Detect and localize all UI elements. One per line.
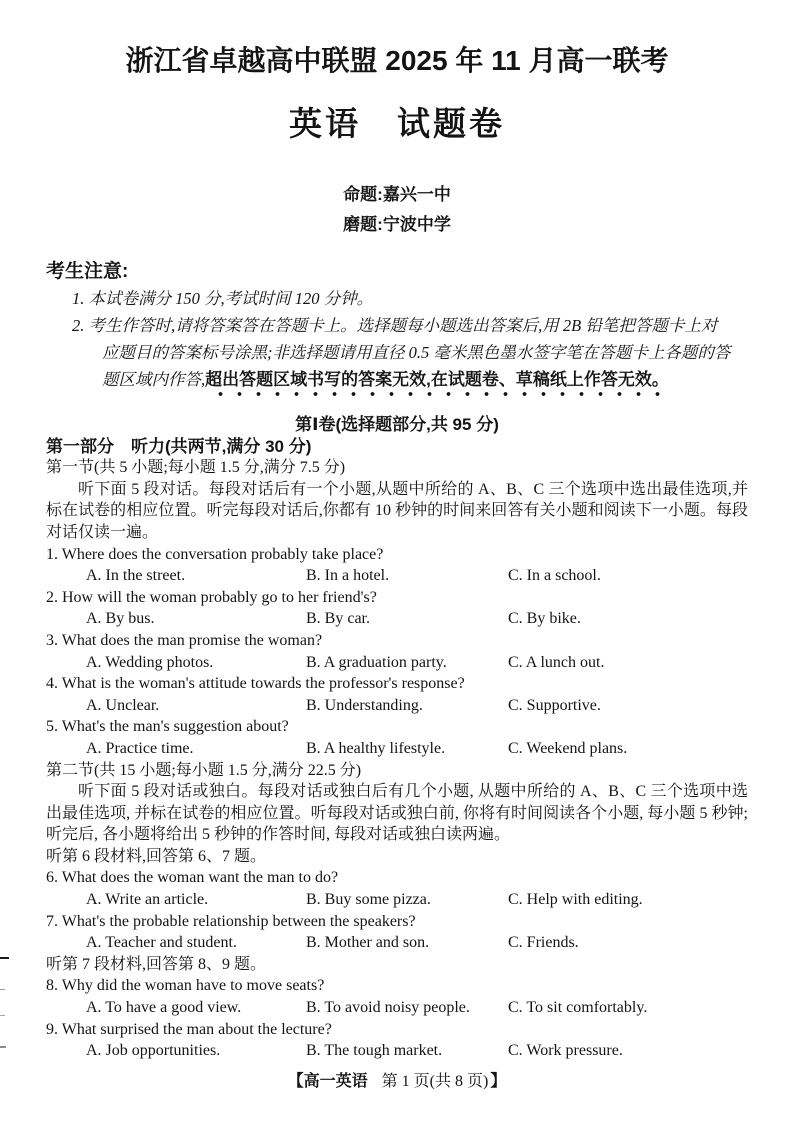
question-text: 4. What is the woman's attitude towards the professor's response? <box>46 675 465 693</box>
option-b: B. Understanding. <box>306 696 423 714</box>
option-a: A. Teacher and student. <box>86 934 237 952</box>
footer-left-bracket: 【 <box>287 1073 304 1090</box>
listening-section1-intro: 听下面 5 段对话。每段对话后有一个小题,从题中所给的 A、B、C 三个选项中选出最佳选项,并标在试卷的相应位置。听完每段对话后,你都有 10 秒钟的时间来回答有关小题和阅读下一小题。每段对话仅读一遍。 <box>46 480 748 541</box>
question-text: 9. What surprised the man about the lecture? <box>46 1020 332 1038</box>
option-a: A. Wedding photos. <box>86 653 214 671</box>
question-text: 8. Why did the woman have to move seats? <box>46 977 325 995</box>
listening-section2-intro: 听下面 5 段对话或独白。每段对话或独白后有几个小题, 从题中所给的 A、B、C 三个选项中选出最佳选项, 并标在试卷的相应位置。听每段对话或独白前, 你将有时间阅读各个小题, 每小题 5 秒钟;听完后, 各小题将给出 5 秒钟的作答时间, 每段对话或独白读两遍。 <box>46 783 748 844</box>
question-text: 3. What does the man promise the woman? <box>46 631 323 649</box>
question-1 <box>46 544 748 587</box>
option-a: A. Write an article. <box>86 891 209 909</box>
notice-item-1: 1. 本试卷满分 150 分,考试时间 120 分钟。 <box>72 289 374 308</box>
option-c: C. In a school. <box>508 567 601 585</box>
question-options <box>46 608 748 630</box>
question-options <box>46 738 748 760</box>
option-b: B. In a hotel. <box>306 567 390 585</box>
answer-invalid-warning: 超出答题区域书写的答案无效,在试题卷、草稿纸上作答无效。 <box>205 370 669 397</box>
option-a: A. Job opportunities. <box>86 1042 221 1060</box>
option-b: B. To avoid noisy people. <box>306 999 470 1017</box>
notice-item-2-line-1: 2. 考生作答时,请将答案答在答题卡上。选择题每小题选出答案后,用 2B 铅笔把答题卡上对 <box>72 316 718 335</box>
option-a: A. Practice time. <box>86 739 194 757</box>
notice-item-2-line-3 <box>46 366 748 393</box>
option-c: C. Work pressure. <box>508 1042 623 1060</box>
option-c: C. Weekend plans. <box>508 739 628 757</box>
print-tick-mark <box>0 957 9 959</box>
question-6 <box>46 867 748 910</box>
notice-item-2-line-3-prefix: 题区域内作答, <box>102 370 206 389</box>
question-options <box>46 652 748 674</box>
question-8 <box>46 975 748 1018</box>
option-a: A. Unclear. <box>86 696 160 714</box>
option-c: C. A lunch out. <box>508 653 605 671</box>
option-c: C. By bike. <box>508 610 581 628</box>
credits-block <box>46 180 748 240</box>
question-options <box>46 695 748 717</box>
candidate-notice <box>46 285 748 393</box>
option-b: B. By car. <box>306 610 370 628</box>
question-options <box>46 565 748 587</box>
listening-section2-title: 第二节(共 15 小题;每小题 1.5 分,满分 22.5 分) <box>46 761 362 779</box>
question-text: 2. How will the woman probably go to her friend's? <box>46 588 377 606</box>
option-b: B. A healthy lifestyle. <box>306 739 446 757</box>
footer-page-info: 第 1 页(共 8 页) <box>381 1073 489 1090</box>
option-a: A. In the street. <box>86 567 186 585</box>
reviewer-line: 磨题:宁波中学 <box>343 215 451 234</box>
option-c: C. Supportive. <box>508 696 601 714</box>
notice-heading: 考生注意: <box>46 261 129 282</box>
print-tick-mark <box>0 989 5 990</box>
option-a: A. To have a good view. <box>86 999 242 1017</box>
question-3 <box>46 630 748 673</box>
question-9 <box>46 1019 748 1062</box>
question-options <box>46 1040 748 1062</box>
question-text: 6. What does the woman want the man to do? <box>46 869 339 887</box>
question-text: 5. What's the man's suggestion about? <box>46 718 289 736</box>
option-a: A. By bus. <box>86 610 155 628</box>
page-footer <box>0 1071 794 1093</box>
material-6-instruction: 听第 6 段材料,回答第 6、7 题。 <box>46 847 267 865</box>
print-tick-mark <box>0 1015 5 1016</box>
option-b: B. Buy some pizza. <box>306 891 431 909</box>
question-text: 1. Where does the conversation probably take place? <box>46 545 384 563</box>
listening-section1-title: 第一节(共 5 小题;每小题 1.5 分,满分 7.5 分) <box>46 459 346 477</box>
option-b: B. A graduation party. <box>306 653 447 671</box>
footer-subject: 高一英语 <box>303 1073 368 1090</box>
material-7-instruction: 听第 7 段材料,回答第 8、9 题。 <box>46 955 267 973</box>
option-b: B. The tough market. <box>306 1042 443 1060</box>
option-c: C. To sit comfortably. <box>508 999 648 1017</box>
question-options <box>46 997 748 1019</box>
question-4 <box>46 673 748 716</box>
exam-title: 浙江省卓越高中联盟 2025 年 11 月高一联考 <box>125 45 669 76</box>
question-5 <box>46 716 748 759</box>
volume-title: 第Ⅰ卷(选择题部分,共 95 分) <box>295 415 499 434</box>
footer-right-bracket: 】 <box>490 1073 507 1090</box>
exam-body <box>46 414 748 1062</box>
question-options <box>46 889 748 911</box>
notice-item-2-line-2: 应题目的答案标号涂黑;非选择题请用直径 0.5 毫米黑色墨水签字笔在答题卡上各题的答 <box>102 343 731 362</box>
question-options <box>46 932 748 954</box>
part1-title: 第一部分 听力(共两节,满分 30 分) <box>46 436 312 456</box>
setter-line: 命题:嘉兴一中 <box>343 185 451 204</box>
option-c: C. Help with editing. <box>508 891 643 909</box>
question-7 <box>46 911 748 954</box>
subject-title: 英语 试题卷 <box>289 105 505 142</box>
print-tick-mark <box>0 1046 6 1048</box>
question-text: 7. What's the probable relationship between the speakers? <box>46 912 416 930</box>
option-b: B. Mother and son. <box>306 934 430 952</box>
question-2 <box>46 587 748 630</box>
option-c: C. Friends. <box>508 934 579 952</box>
